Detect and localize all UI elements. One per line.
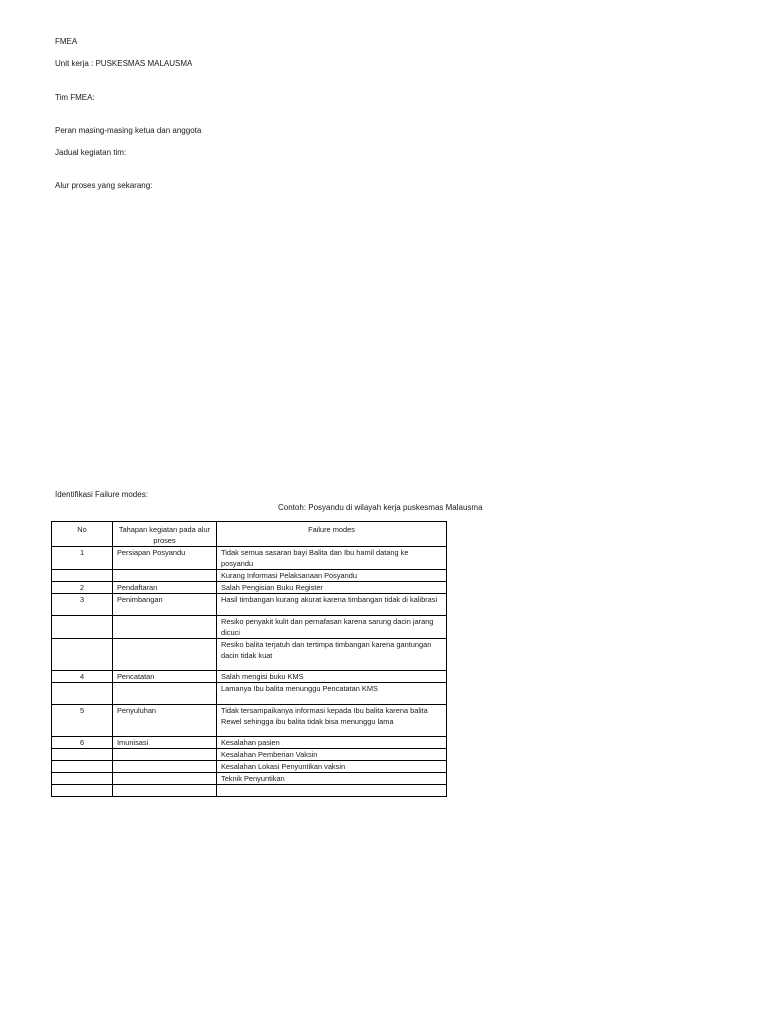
cell-failure: Hasil timbangan kurang akurat karena timbangan tidak di kalibrasi <box>217 594 447 616</box>
cell-failure: Resiko balita terjatuh dan tertimpa timbangan karena gantungan dacin tidak kuat <box>217 639 447 671</box>
cell-no: 4 <box>52 671 113 683</box>
header-tahapan: Tahapan kegiatan pada alur proses <box>113 522 217 547</box>
identifikasi-heading: Identifikasi Failure modes: <box>55 490 148 499</box>
cell-tahapan: Penimbangan <box>113 594 217 616</box>
table-row <box>52 616 447 639</box>
cell-failure: Kesalahan Lokasi Penyuntikan vaksin <box>217 761 447 773</box>
table-row <box>52 639 447 671</box>
table-row <box>52 582 447 594</box>
cell-no <box>52 570 113 582</box>
table-row <box>52 749 447 761</box>
cell-tahapan <box>113 761 217 773</box>
cell-no <box>52 639 113 671</box>
cell-tahapan: Penyuluhan <box>113 705 217 737</box>
cell-failure: Kesalahan pasien <box>217 737 447 749</box>
cell-failure: Teknik Penyuntikan <box>217 773 447 785</box>
table-row <box>52 594 447 616</box>
table-row <box>52 683 447 705</box>
cell-tahapan <box>113 683 217 705</box>
table-row <box>52 547 447 570</box>
cell-no <box>52 683 113 705</box>
cell-failure: Salah mengisi buku KMS <box>217 671 447 683</box>
table-row <box>52 705 447 737</box>
header-failure-modes: Failure modes <box>217 522 447 547</box>
cell-tahapan <box>113 570 217 582</box>
cell-no: 2 <box>52 582 113 594</box>
doc-title: FMEA <box>55 37 78 46</box>
cell-tahapan <box>113 749 217 761</box>
table-row <box>52 773 447 785</box>
table-header-row <box>52 522 447 547</box>
cell-no <box>52 785 113 797</box>
cell-failure: Kurang Informasi Pelaksanaan Posyandu <box>217 570 447 582</box>
cell-tahapan <box>113 639 217 671</box>
cell-no: 1 <box>52 547 113 570</box>
cell-no <box>52 749 113 761</box>
cell-tahapan: Pencatatan <box>113 671 217 683</box>
contoh-caption: Contoh: Posyandu di wilayah kerja puskesmas Malausma <box>278 503 483 512</box>
cell-no: 3 <box>52 594 113 616</box>
cell-tahapan <box>113 773 217 785</box>
table-row <box>52 761 447 773</box>
cell-tahapan: Imunisasi <box>113 737 217 749</box>
cell-failure <box>217 785 447 797</box>
cell-failure: Resiko penyakit kulit dan pernafasan karena sarung dacin jarang dicuci <box>217 616 447 639</box>
unit-kerja: Unit kerja : PUSKESMAS MALAUSMA <box>55 59 193 68</box>
tim-fmea: Tim FMEA: <box>55 93 95 102</box>
table-row <box>52 570 447 582</box>
cell-failure: Lamanya Ibu balita menunggu Pencatatan KMS <box>217 683 447 705</box>
header-no: No <box>52 522 113 547</box>
cell-tahapan: Pendaftaran <box>113 582 217 594</box>
cell-tahapan <box>113 616 217 639</box>
cell-tahapan: Persiapan Posyandu <box>113 547 217 570</box>
table-row <box>52 737 447 749</box>
cell-no <box>52 773 113 785</box>
alur-proses: Alur proses yang sekarang: <box>55 181 153 190</box>
cell-failure: Tidak tersampaikanya informasi kepada Ibu balita karena balita Rewel sehingga ibu balita tidak bisa menunggu lama <box>217 705 447 737</box>
fmea-table <box>51 521 447 797</box>
peran-line: Peran masing-masing ketua dan anggota <box>55 126 202 135</box>
cell-no <box>52 761 113 773</box>
table-row <box>52 785 447 797</box>
cell-no: 5 <box>52 705 113 737</box>
jadwal-line: Jadual kegiatan tim: <box>55 148 127 157</box>
cell-failure: Salah Pengisian Buku Register <box>217 582 447 594</box>
cell-no: 6 <box>52 737 113 749</box>
cell-failure: Tidak semua sasaran bayi Balita dan Ibu hamil datang ke posyandu <box>217 547 447 570</box>
table-row <box>52 671 447 683</box>
cell-no <box>52 616 113 639</box>
cell-failure: Kesalahan Pemberian Vaksin <box>217 749 447 761</box>
cell-tahapan <box>113 785 217 797</box>
